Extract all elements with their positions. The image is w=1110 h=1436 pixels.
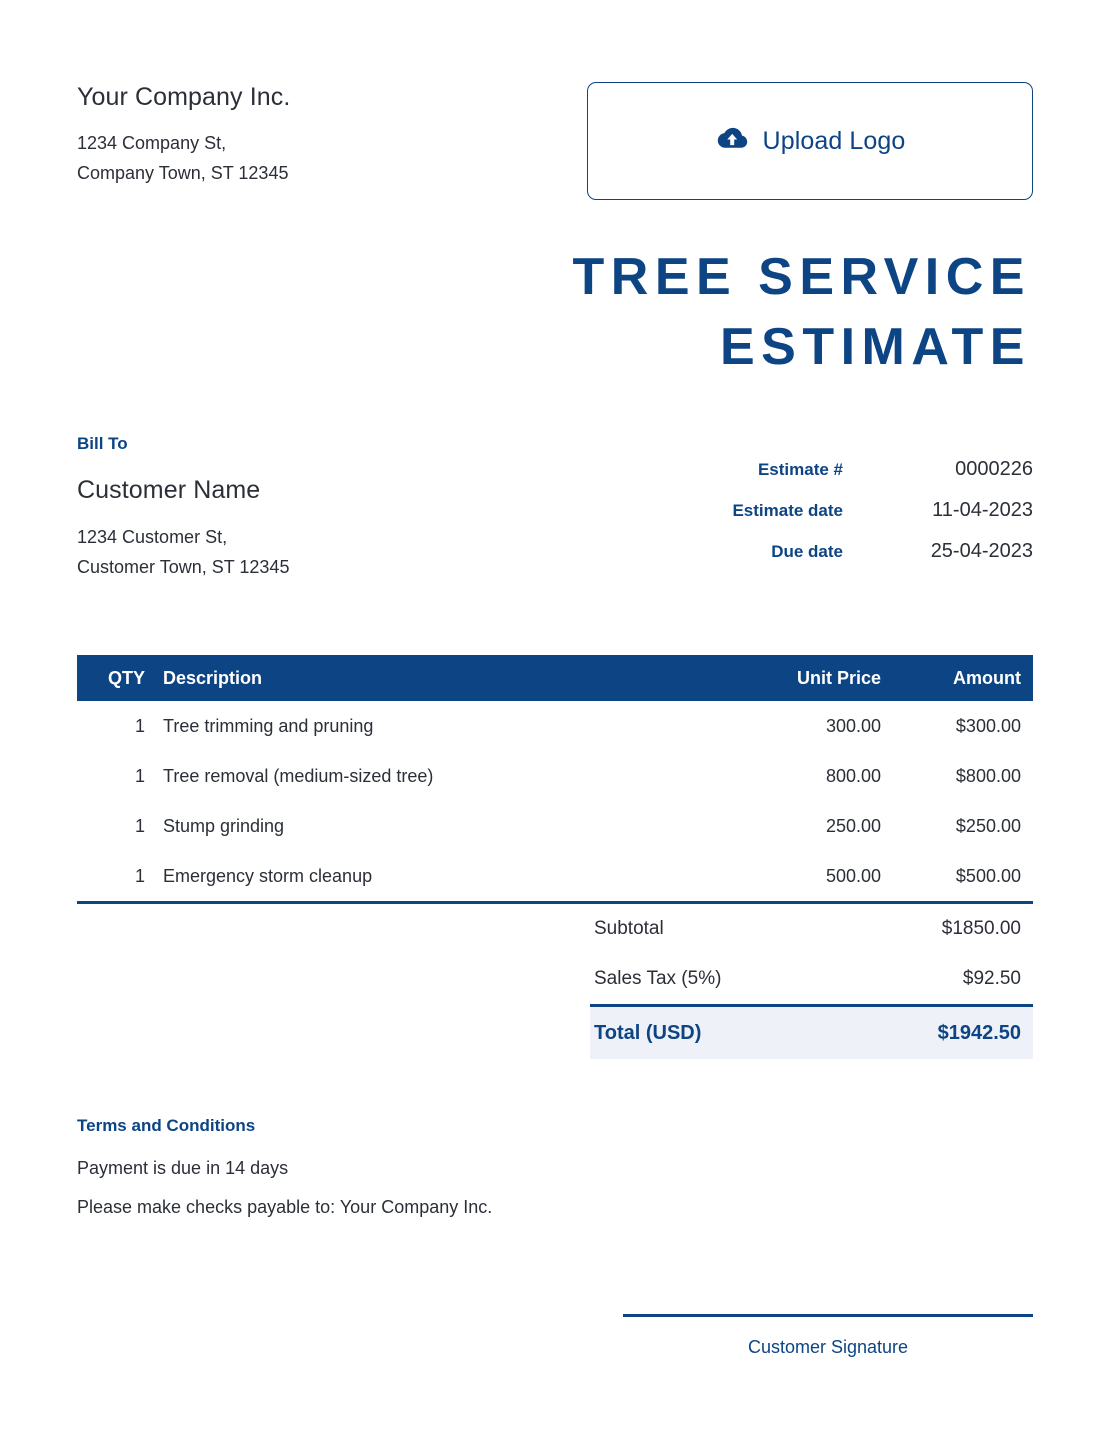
billing-and-meta-section (77, 430, 1033, 582)
document-title (77, 242, 1033, 382)
estimate-date-value: 11-04-2023 (932, 499, 1033, 521)
signature-line[interactable] (623, 1314, 1033, 1317)
terms-and-conditions (77, 1116, 1033, 1218)
column-header-unit-price: Unit Price (721, 655, 881, 701)
grand-total-row (590, 1006, 1033, 1060)
company-address-line-1: 1234 Company St, (77, 133, 227, 153)
table-row (77, 751, 1033, 801)
subtotal-label: Subtotal (594, 918, 664, 939)
due-date-label: Due date (771, 542, 843, 561)
subtotal-row (590, 904, 1033, 954)
row-unit-price: 250.00 (825, 815, 881, 836)
customer-name: Customer Name (77, 476, 261, 504)
upload-logo-label: Upload Logo (762, 126, 906, 155)
bill-to-label: Bill To (77, 434, 128, 453)
document-title-line-1: TREE SERVICE (572, 248, 1031, 306)
line-items-body (77, 701, 1033, 903)
row-qty: 1 (134, 815, 145, 836)
grand-total-value: $1942.50 (812, 1006, 1034, 1060)
estimate-number-row (613, 458, 1033, 481)
sales-tax-label: Sales Tax (5%) (594, 968, 722, 989)
row-qty: 1 (134, 765, 145, 786)
company-name: Your Company Inc. (77, 83, 291, 111)
row-description: Tree trimming and pruning (163, 715, 374, 736)
subtotal-value: $1850.00 (941, 918, 1021, 939)
estimate-date-label: Estimate date (732, 501, 843, 520)
table-row (77, 851, 1033, 903)
signature-block (623, 1314, 1033, 1358)
column-header-description: Description (145, 655, 721, 701)
table-row (77, 801, 1033, 851)
bill-to-block (77, 430, 289, 582)
grand-total-label: Total (USD) (590, 1006, 812, 1060)
terms-line-2: Please make checks payable to: Your Company Inc. (77, 1197, 493, 1217)
estimate-number-label: Estimate # (757, 460, 843, 479)
document-title-line-2: ESTIMATE (719, 318, 1031, 376)
row-unit-price: 500.00 (721, 851, 881, 903)
due-date-row (613, 540, 1033, 563)
cloud-upload-icon (715, 125, 749, 158)
row-description: Tree removal (medium-sized tree) (163, 765, 434, 786)
sales-tax-value: $92.50 (962, 968, 1021, 989)
line-items-table (77, 655, 1033, 904)
estimate-date-row (613, 499, 1033, 522)
terms-title: Terms and Conditions (77, 1116, 256, 1135)
row-qty: 1 (77, 851, 145, 903)
row-unit-price: 800.00 (825, 765, 881, 786)
signature-label: Customer Signature (747, 1337, 909, 1357)
line-items-header (77, 655, 1033, 701)
row-amount: $250.00 (955, 815, 1021, 836)
row-description: Emergency storm cleanup (145, 851, 721, 903)
document-header (77, 0, 1033, 200)
row-description: Stump grinding (163, 815, 285, 836)
due-date-value: 25-04-2023 (930, 540, 1033, 562)
upload-logo-button[interactable] (587, 82, 1033, 200)
row-amount: $300.00 (955, 715, 1021, 736)
company-address-line-2: Company Town, ST 12345 (77, 163, 289, 183)
row-unit-price: 300.00 (825, 715, 881, 736)
column-header-amount: Amount (881, 655, 1033, 701)
customer-address-line-2: Customer Town, ST 12345 (77, 557, 290, 577)
totals-table (590, 904, 1033, 1059)
estimate-number-value: 0000226 (955, 458, 1033, 480)
estimate-meta-block (613, 430, 1033, 563)
row-amount: $500.00 (881, 851, 1033, 903)
terms-line-1: Payment is due in 14 days (77, 1158, 289, 1178)
customer-address-line-1: 1234 Customer St, (77, 527, 228, 547)
column-header-qty: QTY (77, 655, 145, 701)
table-header-row (77, 655, 1033, 701)
row-amount: $800.00 (955, 765, 1021, 786)
sales-tax-row (590, 954, 1033, 1006)
table-row (77, 701, 1033, 751)
company-info (77, 82, 290, 188)
row-qty: 1 (134, 715, 145, 736)
